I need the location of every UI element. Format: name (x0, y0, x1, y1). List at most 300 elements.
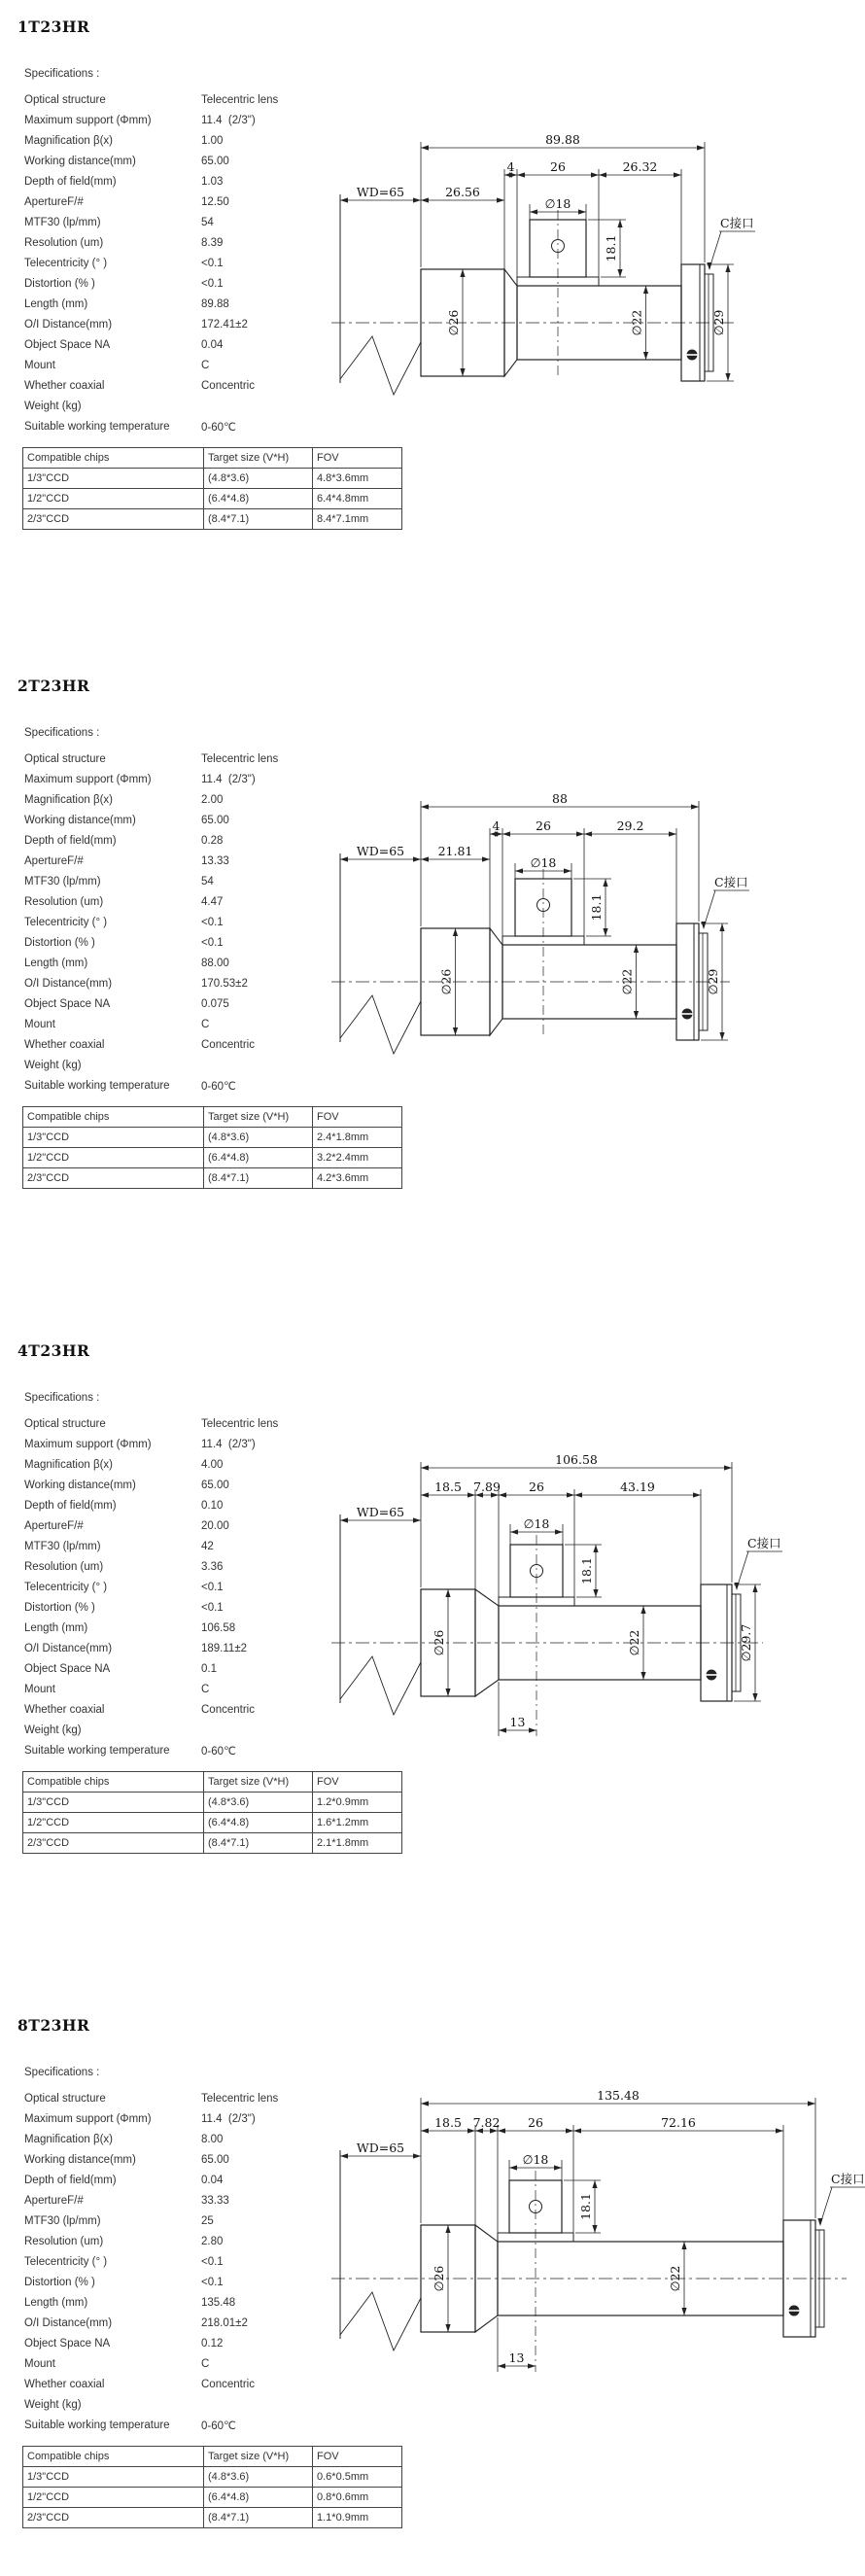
spec-row (24, 151, 278, 171)
spec-label: ApertureF/# (24, 1519, 84, 1532)
spec-label: Distortion (% ) (24, 277, 95, 290)
spec-value: 11.4 (2/3") (201, 114, 256, 126)
spec-label: Telecentricity (° ) (24, 1581, 108, 1593)
spec-label: Resolution (um) (24, 895, 104, 908)
lens-section (0, 669, 865, 1213)
svg-text:26.32: 26.32 (622, 159, 658, 174)
chips-column-header: Target size (V*H) (204, 2447, 313, 2467)
chips-table-cell: 8.4*7.1mm (313, 509, 402, 530)
spec-list (24, 748, 278, 1096)
spec-row (24, 2374, 278, 2394)
spec-value: 0-60℃ (201, 421, 236, 434)
spec-row (24, 851, 278, 871)
lens-drawing-body (331, 853, 730, 1054)
compatible-chips-table (22, 1106, 402, 1189)
svg-text:WD=65: WD=65 (356, 844, 405, 858)
spec-label: Length (mm) (24, 957, 88, 969)
spec-row (24, 891, 278, 912)
c-mount-label: C接口 (747, 1536, 781, 1550)
spec-row (24, 375, 278, 396)
spec-value: 1.03 (201, 175, 224, 188)
chips-table-cell: 1/2"CCD (23, 1813, 204, 1833)
spec-list (24, 1413, 278, 1760)
spec-row (24, 973, 278, 993)
svg-text:4: 4 (492, 818, 501, 833)
spec-value: 11.4 (2/3") (201, 2112, 256, 2125)
spec-label: Length (mm) (24, 2296, 88, 2309)
lens-section (0, 2008, 865, 2553)
spec-header: Specifications : (24, 68, 100, 80)
chips-table-row (23, 1833, 402, 1854)
svg-text:43.19: 43.19 (620, 1479, 655, 1494)
spec-label: Object Space NA (24, 997, 111, 1010)
spec-label: Mount (24, 359, 55, 371)
chips-table-cell: 1/2"CCD (23, 1148, 204, 1168)
spec-label: MTF30 (lp/mm) (24, 2214, 101, 2227)
chips-table-row (23, 1128, 402, 1148)
spec-value: <0.1 (201, 2276, 224, 2288)
chips-table-header-row (23, 1772, 402, 1793)
spec-label: Mount (24, 1018, 55, 1030)
svg-text:89.88: 89.88 (545, 132, 580, 147)
spec-label: Magnification β(x) (24, 134, 113, 147)
spec-value: 54 (201, 875, 214, 888)
svg-text:26: 26 (550, 159, 566, 174)
svg-text:∅22: ∅22 (619, 968, 635, 995)
svg-text:∅29.7: ∅29.7 (739, 1623, 753, 1662)
spec-row (24, 1577, 278, 1597)
chips-table-row (23, 2488, 402, 2508)
spec-label: Whether coaxial (24, 1038, 105, 1051)
spec-value: 189.11±2 (201, 1642, 248, 1654)
spec-value: 106.58 (201, 1621, 236, 1634)
spec-list (24, 2088, 278, 2435)
spec-label: Distortion (% ) (24, 936, 95, 949)
svg-text:18.1: 18.1 (578, 2193, 593, 2220)
spec-label: Maximum support (Φmm) (24, 2112, 152, 2125)
svg-text:7.89: 7.89 (473, 1479, 501, 1494)
spec-label: Telecentricity (° ) (24, 2255, 108, 2268)
chips-table-cell: (6.4*4.8) (204, 489, 313, 509)
chips-column-header: FOV (313, 1107, 402, 1128)
spec-row (24, 1515, 278, 1536)
svg-text:18.5: 18.5 (434, 1479, 462, 1494)
svg-text:135.48: 135.48 (597, 2088, 640, 2103)
lens-drawing-dimensions (340, 1452, 782, 1736)
chips-table-cell: 2.1*1.8mm (313, 1833, 402, 1854)
svg-text:18.1: 18.1 (589, 893, 604, 922)
svg-text:18.5: 18.5 (434, 2115, 462, 2130)
chips-table-cell: (8.4*7.1) (204, 2508, 313, 2528)
chips-table-cell: 0.8*0.6mm (313, 2488, 402, 2508)
model-title: 8T23HR (17, 2016, 90, 2035)
chips-table-row (23, 1148, 402, 1168)
chips-table-cell: (6.4*4.8) (204, 1813, 313, 1833)
chips-table-cell: (6.4*4.8) (204, 1148, 313, 1168)
lens-technical-drawing (326, 2074, 865, 2395)
spec-row (24, 89, 278, 110)
svg-text:∅18: ∅18 (523, 1516, 550, 1531)
spec-label: MTF30 (lp/mm) (24, 1540, 101, 1552)
spec-row (24, 2333, 278, 2353)
chips-table-cell: (8.4*7.1) (204, 509, 313, 530)
spec-value: <0.1 (201, 277, 224, 290)
spec-row (24, 1034, 278, 1055)
spec-label: Weight (kg) (24, 2398, 82, 2411)
spec-label: Depth of field(mm) (24, 834, 117, 847)
svg-text:∅22: ∅22 (668, 2265, 682, 2292)
chips-table-row (23, 1793, 402, 1813)
spec-row (24, 110, 278, 130)
svg-text:∅26: ∅26 (446, 309, 461, 336)
chips-column-header: Compatible chips (23, 1772, 204, 1793)
spec-row (24, 2292, 278, 2313)
spec-row (24, 2170, 278, 2190)
spec-value: 1.00 (201, 134, 224, 147)
compatible-chips-table (22, 447, 402, 530)
spec-value: 0-60℃ (201, 1745, 236, 1758)
spec-row (24, 1413, 278, 1434)
spec-label: Optical structure (24, 1417, 106, 1430)
chips-table-cell: 1/3"CCD (23, 1793, 204, 1813)
spec-label: Optical structure (24, 2092, 106, 2105)
spec-row (24, 2251, 278, 2272)
spec-label: ApertureF/# (24, 2194, 84, 2207)
compatible-chips-table (22, 1771, 402, 1854)
chips-table-cell: 2.4*1.8mm (313, 1128, 402, 1148)
model-title: 2T23HR (17, 677, 90, 695)
svg-text:∅22: ∅22 (627, 1629, 641, 1656)
spec-row (24, 1658, 278, 1679)
spec-row (24, 2149, 278, 2170)
spec-label: Length (mm) (24, 297, 88, 310)
lens-section (0, 10, 865, 554)
svg-text:72.16: 72.16 (661, 2115, 696, 2130)
spec-row (24, 2210, 278, 2231)
spec-row (24, 1075, 278, 1096)
spec-label: Maximum support (Φmm) (24, 114, 152, 126)
spec-label: ApertureF/# (24, 854, 84, 867)
chips-table-cell: 1/2"CCD (23, 2488, 204, 2508)
spec-value: C (201, 1683, 210, 1695)
chips-table-row (23, 2467, 402, 2488)
chips-column-header: FOV (313, 448, 402, 469)
spec-value: 0-60℃ (201, 1080, 236, 1093)
spec-value: 0.04 (201, 338, 224, 351)
svg-text:88: 88 (552, 791, 568, 806)
svg-text:WD=65: WD=65 (356, 185, 405, 199)
spec-label: Whether coaxial (24, 1703, 105, 1716)
svg-text:∅18: ∅18 (522, 2152, 549, 2167)
spec-value: <0.1 (201, 1581, 224, 1593)
spec-label: Weight (kg) (24, 400, 82, 412)
spec-value: 0.10 (201, 1499, 224, 1512)
chips-table-row (23, 509, 402, 530)
spec-row (24, 953, 278, 973)
spec-row (24, 2313, 278, 2333)
spec-row (24, 1699, 278, 1720)
lens-drawing-dimensions (340, 791, 749, 1040)
c-mount-label: C接口 (720, 216, 754, 230)
spec-label: Optical structure (24, 752, 106, 765)
chips-column-header: Target size (V*H) (204, 448, 313, 469)
spec-label: Object Space NA (24, 338, 111, 351)
svg-text:∅29: ∅29 (706, 968, 720, 995)
spec-value: 3.36 (201, 1560, 224, 1573)
chips-column-header: Compatible chips (23, 2447, 204, 2467)
svg-text:18.1: 18.1 (579, 1557, 594, 1584)
chips-column-header: Target size (V*H) (204, 1107, 313, 1128)
svg-text:26: 26 (528, 2115, 543, 2130)
spec-label: Resolution (um) (24, 1560, 104, 1573)
model-title: 4T23HR (17, 1341, 90, 1360)
spec-row (24, 1055, 278, 1075)
spec-row (24, 2394, 278, 2415)
spec-label: Suitable working temperature (24, 420, 170, 433)
spec-row (24, 2415, 278, 2435)
spec-value: 0.075 (201, 997, 229, 1010)
spec-label: MTF30 (lp/mm) (24, 875, 101, 888)
spec-value: 0.28 (201, 834, 224, 847)
spec-label: Optical structure (24, 93, 106, 106)
spec-row (24, 2231, 278, 2251)
svg-text:∅26: ∅26 (432, 1629, 446, 1656)
spec-value: Telecentric lens (201, 1417, 279, 1430)
chips-table-row (23, 1813, 402, 1833)
spec-value: 0-60℃ (201, 2419, 236, 2432)
chips-column-header: Compatible chips (23, 1107, 204, 1128)
chips-table-cell: 2/3"CCD (23, 1833, 204, 1854)
spec-value: 170.53±2 (201, 977, 248, 990)
spec-value: 218.01±2 (201, 2316, 248, 2329)
spec-value: 4.00 (201, 1458, 224, 1471)
spec-value: 172.41±2 (201, 318, 248, 331)
spec-value: 33.33 (201, 2194, 229, 2207)
spec-row (24, 334, 278, 355)
svg-text:26.56: 26.56 (445, 185, 480, 199)
lens-technical-drawing (326, 119, 865, 439)
spec-row (24, 1495, 278, 1515)
spec-row (24, 273, 278, 294)
spec-value: <0.1 (201, 1601, 224, 1614)
svg-text:29.2: 29.2 (616, 818, 644, 833)
spec-label: Suitable working temperature (24, 1079, 170, 1092)
spec-value: 4.47 (201, 895, 224, 908)
spec-label: Suitable working temperature (24, 2419, 170, 2431)
spec-row (24, 1454, 278, 1475)
chips-table-row (23, 469, 402, 489)
spec-value: 8.00 (201, 2133, 224, 2145)
spec-value: 11.4 (2/3") (201, 1438, 256, 1450)
model-title: 1T23HR (17, 17, 90, 36)
spec-value: 54 (201, 216, 214, 228)
spec-value: <0.1 (201, 936, 224, 949)
spec-label: Weight (kg) (24, 1059, 82, 1071)
spec-label: Magnification β(x) (24, 1458, 113, 1471)
c-mount-label: C接口 (714, 875, 748, 889)
spec-row (24, 2272, 278, 2292)
chips-table-cell: (4.8*3.6) (204, 1793, 313, 1813)
spec-row (24, 2129, 278, 2149)
spec-row (24, 396, 278, 416)
spec-row (24, 1740, 278, 1760)
chips-table-cell: 6.4*4.8mm (313, 489, 402, 509)
chips-table-row (23, 1168, 402, 1189)
spec-value: 0.1 (201, 1662, 217, 1675)
spec-row (24, 1618, 278, 1638)
lens-drawing-body (331, 2150, 847, 2372)
chips-table-cell: (6.4*4.8) (204, 2488, 313, 2508)
spec-value: <0.1 (201, 916, 224, 928)
spec-value: Telecentric lens (201, 93, 279, 106)
svg-text:∅26: ∅26 (438, 968, 454, 995)
spec-value: 20.00 (201, 1519, 229, 1532)
spec-label: Suitable working temperature (24, 1744, 170, 1757)
spec-value: 65.00 (201, 1479, 229, 1491)
spec-label: Working distance(mm) (24, 1479, 136, 1491)
spec-value: 2.00 (201, 793, 224, 806)
spec-value: Concentric (201, 379, 255, 392)
svg-text:∅18: ∅18 (544, 196, 571, 211)
spec-label: Whether coaxial (24, 2378, 105, 2390)
svg-text:18.1: 18.1 (604, 234, 618, 262)
spec-label: Telecentricity (° ) (24, 916, 108, 928)
svg-text:26: 26 (536, 818, 551, 833)
spec-row (24, 2353, 278, 2374)
spec-value: 8.39 (201, 236, 224, 249)
chips-table-row (23, 2508, 402, 2528)
spec-value: 0.12 (201, 2337, 224, 2350)
spec-row (24, 1475, 278, 1495)
spec-label: O/I Distance(mm) (24, 1642, 113, 1654)
chips-table-header-row (23, 1107, 402, 1128)
svg-text:∅22: ∅22 (629, 309, 644, 336)
spec-label: Working distance(mm) (24, 2153, 136, 2166)
spec-row (24, 2190, 278, 2210)
chips-table-header-row (23, 2447, 402, 2467)
spec-row (24, 830, 278, 851)
spec-label: Magnification β(x) (24, 2133, 113, 2145)
chips-table-cell: 1/3"CCD (23, 2467, 204, 2488)
compatible-chips-table (22, 2446, 402, 2528)
spec-row (24, 1014, 278, 1034)
spec-value: 0.04 (201, 2174, 224, 2186)
spec-row (24, 1679, 278, 1699)
spec-value: <0.1 (201, 2255, 224, 2268)
spec-value: <0.1 (201, 257, 224, 269)
spec-row (24, 789, 278, 810)
spec-value: C (201, 359, 210, 371)
c-mount-label: C接口 (831, 2172, 865, 2186)
chips-table-cell: 2/3"CCD (23, 509, 204, 530)
spec-row (24, 1597, 278, 1618)
chips-table-header-row (23, 448, 402, 469)
chips-table-cell: 0.6*0.5mm (313, 2467, 402, 2488)
spec-row (24, 232, 278, 253)
chips-table-cell: 1.6*1.2mm (313, 1813, 402, 1833)
spec-value: C (201, 1018, 210, 1030)
spec-row (24, 748, 278, 769)
spec-header: Specifications : (24, 727, 100, 739)
spec-value: 65.00 (201, 814, 229, 826)
chips-table-cell: 2/3"CCD (23, 2508, 204, 2528)
spec-value: Concentric (201, 2378, 255, 2390)
spec-value: Concentric (201, 1038, 255, 1051)
spec-label: Mount (24, 1683, 55, 1695)
spec-header: Specifications : (24, 2067, 100, 2078)
lens-drawing-dimensions (340, 132, 755, 381)
spec-row (24, 1720, 278, 1740)
spec-label: Object Space NA (24, 1662, 111, 1675)
chips-table-cell: 1/2"CCD (23, 489, 204, 509)
svg-text:106.58: 106.58 (555, 1452, 598, 1467)
chips-table-cell: 1.1*0.9mm (313, 2508, 402, 2528)
spec-label: Magnification β(x) (24, 793, 113, 806)
spec-label: Working distance(mm) (24, 814, 136, 826)
spec-row (24, 2108, 278, 2129)
chips-table-cell: (4.8*3.6) (204, 2467, 313, 2488)
chips-table-cell: 1.2*0.9mm (313, 1793, 402, 1813)
spec-row (24, 993, 278, 1014)
spec-row (24, 314, 278, 334)
svg-text:WD=65: WD=65 (356, 1505, 405, 1519)
chips-column-header: Target size (V*H) (204, 1772, 313, 1793)
spec-label: Whether coaxial (24, 379, 105, 392)
spec-value: Telecentric lens (201, 752, 279, 765)
spec-label: Resolution (um) (24, 236, 104, 249)
chips-table-row (23, 489, 402, 509)
spec-label: Object Space NA (24, 2337, 111, 2350)
spec-row (24, 769, 278, 789)
svg-text:WD=65: WD=65 (356, 2141, 405, 2155)
chips-table-cell: (8.4*7.1) (204, 1168, 313, 1189)
chips-table-cell: (4.8*3.6) (204, 469, 313, 489)
spec-label: Depth of field(mm) (24, 175, 117, 188)
chips-table-cell: 4.2*3.6mm (313, 1168, 402, 1189)
spec-label: Depth of field(mm) (24, 1499, 117, 1512)
spec-label: ApertureF/# (24, 195, 84, 208)
spec-label: MTF30 (lp/mm) (24, 216, 101, 228)
lens-drawing-body (331, 194, 736, 395)
lens-drawing-dimensions (340, 2088, 865, 2372)
lens-drawing-body (331, 1514, 763, 1736)
spec-row (24, 130, 278, 151)
chips-table-cell: 1/3"CCD (23, 1128, 204, 1148)
svg-text:∅29: ∅29 (711, 309, 726, 336)
spec-row (24, 912, 278, 932)
spec-label: O/I Distance(mm) (24, 977, 113, 990)
spec-value: 12.50 (201, 195, 229, 208)
chips-table-cell: (4.8*3.6) (204, 1128, 313, 1148)
chips-table-cell: (8.4*7.1) (204, 1833, 313, 1854)
spec-label: Weight (kg) (24, 1723, 82, 1736)
spec-row (24, 932, 278, 953)
spec-row (24, 191, 278, 212)
chips-table-cell: 4.8*3.6mm (313, 469, 402, 489)
spec-row (24, 810, 278, 830)
spec-label: O/I Distance(mm) (24, 2316, 113, 2329)
spec-row (24, 1638, 278, 1658)
spec-label: Mount (24, 2357, 55, 2370)
svg-text:21.81: 21.81 (437, 844, 473, 858)
spec-value: 42 (201, 1540, 214, 1552)
svg-text:7.82: 7.82 (472, 2115, 501, 2130)
svg-text:∅26: ∅26 (432, 2265, 446, 2292)
chips-table-cell: 3.2*2.4mm (313, 1148, 402, 1168)
spec-row (24, 416, 278, 436)
spec-row (24, 253, 278, 273)
spec-row (24, 171, 278, 191)
